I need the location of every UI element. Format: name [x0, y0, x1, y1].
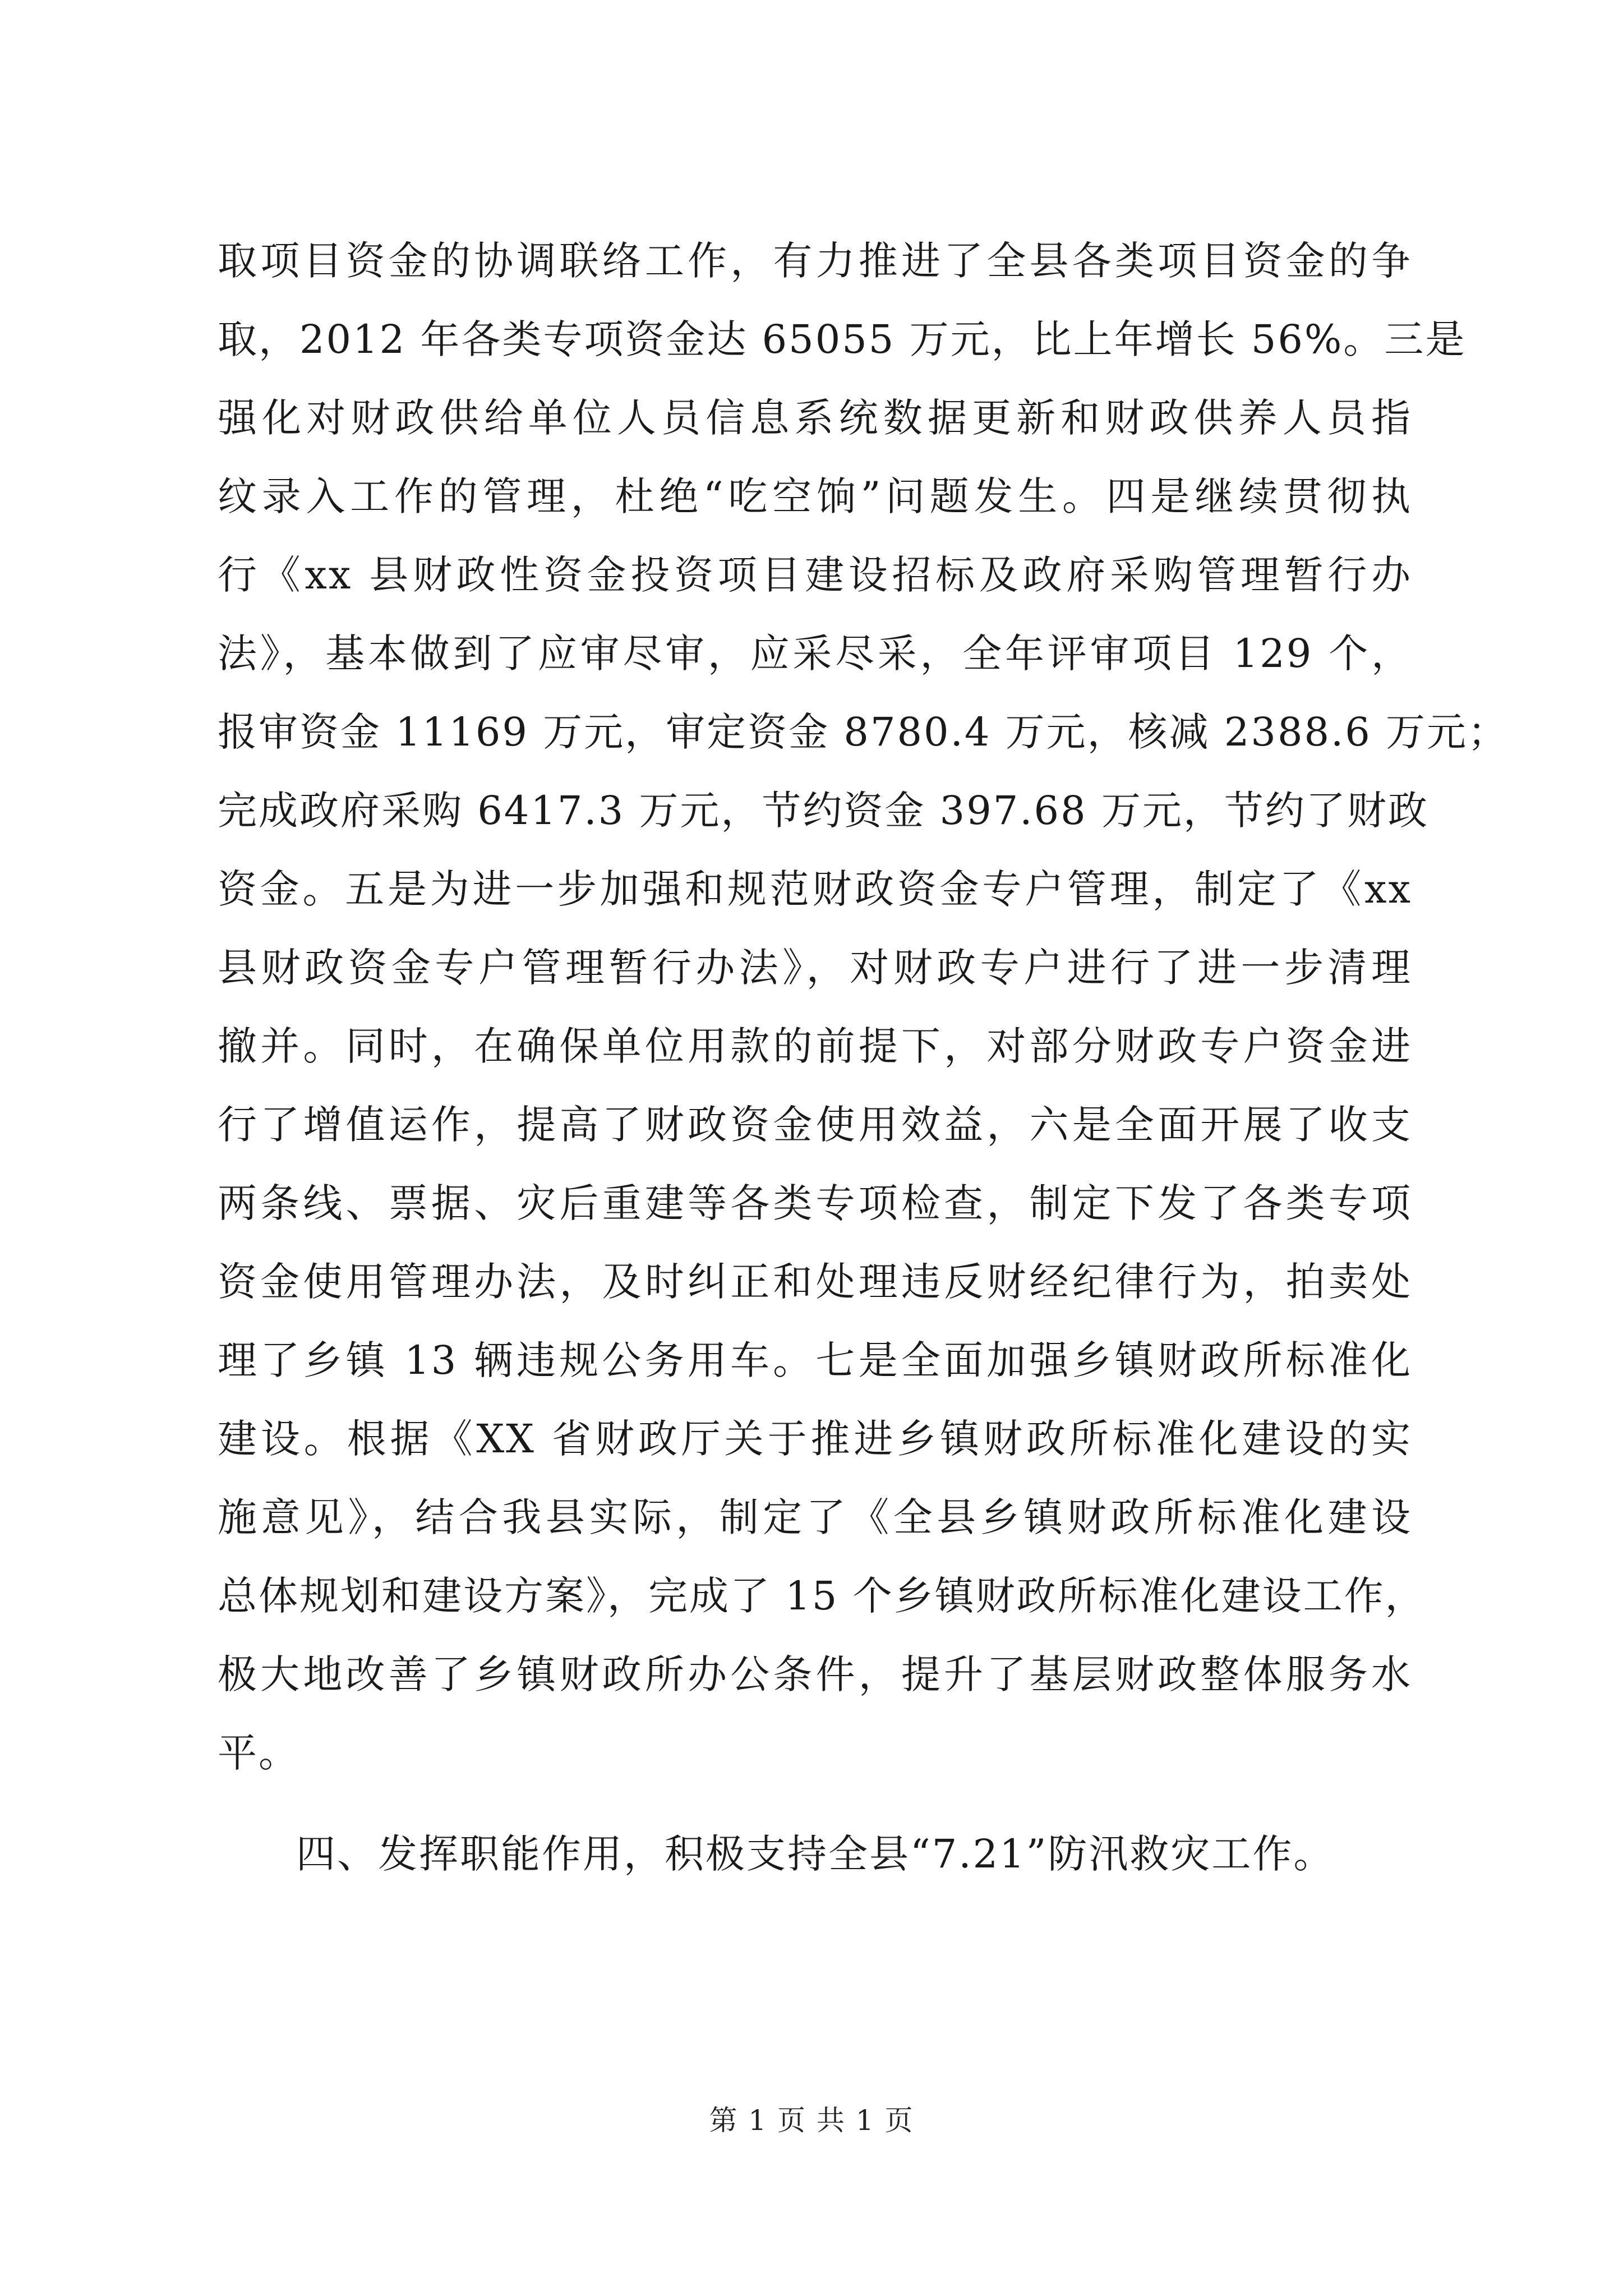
paragraph-line: 两条线、票据、灾后重建等各类专项检查，制定下发了各类专项 [218, 1180, 1412, 1226]
paragraph-line: 行了增值运作，提高了财政资金使用效益，六是全面开展了收支 [218, 1102, 1412, 1148]
paragraph-line: 理了乡镇 13 辆违规公务用车。七是全面加强乡镇财政所标准化 [218, 1337, 1412, 1383]
paragraph-line: 行《xx 县财政性资金投资项目建设招标及政府采购管理暂行办 [218, 552, 1412, 598]
paragraph-line: 纹录入工作的管理，杜绝“吃空饷”问题发生。四是继续贯彻执 [218, 473, 1412, 519]
body-text [218, 222, 1509, 1893]
page-footer: 第 1 页 共 1 页 [709, 2104, 914, 2137]
paragraph-line: 平。 [218, 1730, 299, 1776]
paragraph-line: 撤并。同时，在确保单位用款的前提下，对部分财政专户资金进 [218, 1023, 1412, 1069]
paragraph-line: 报审资金 11169 万元，审定资金 8780.4 万元，核减 2388.6 万元； [218, 709, 1509, 755]
paragraph-line: 县财政资金专户管理暂行办法》，对财政专户进行了进一步清理 [218, 945, 1412, 991]
paragraph-line: 资金。五是为进一步加强和规范财政资金专户管理，制定了《xx [218, 866, 1412, 912]
paragraph-line: 法》，基本做到了应审尽审，应采尽采，全年评审项目 129 个， [218, 631, 1412, 677]
paragraph-line: 强化对财政供给单位人员信息系统数据更新和财政供养人员指 [218, 395, 1412, 441]
paragraph-line: 极大地改善了乡镇财政所办公条件，提升了基层财政整体服务水 [218, 1651, 1412, 1697]
paragraph-line: 总体规划和建设方案》，完成了 15 个乡镇财政所标准化建设工作， [218, 1573, 1426, 1619]
paragraph-line: 施意见》，结合我县实际，制定了《全县乡镇财政所标准化建设 [218, 1494, 1412, 1540]
paragraph-line: 完成政府采购 6417.3 万元，节约资金 397.68 万元，节约了财政 [218, 788, 1429, 834]
paragraph-line: 资金使用管理办法，及时纠正和处理违反财经纪律行为，拍卖处 [218, 1259, 1412, 1305]
paragraph-line: 建设。根据《XX 省财政厅关于推进乡镇财政所标准化建设的实 [218, 1416, 1412, 1462]
paragraph-line: 取，2012 年各类专项资金达 65055 万元，比上年增长 56%。三是 [218, 316, 1467, 362]
paragraph-line: 取项目资金的协调联络工作，有力推进了全县各类项目资金的争 [218, 238, 1412, 284]
section-heading: 四、发挥职能作用，积极支持全县“7.21”防汛救灾工作。 [296, 1831, 1335, 1877]
